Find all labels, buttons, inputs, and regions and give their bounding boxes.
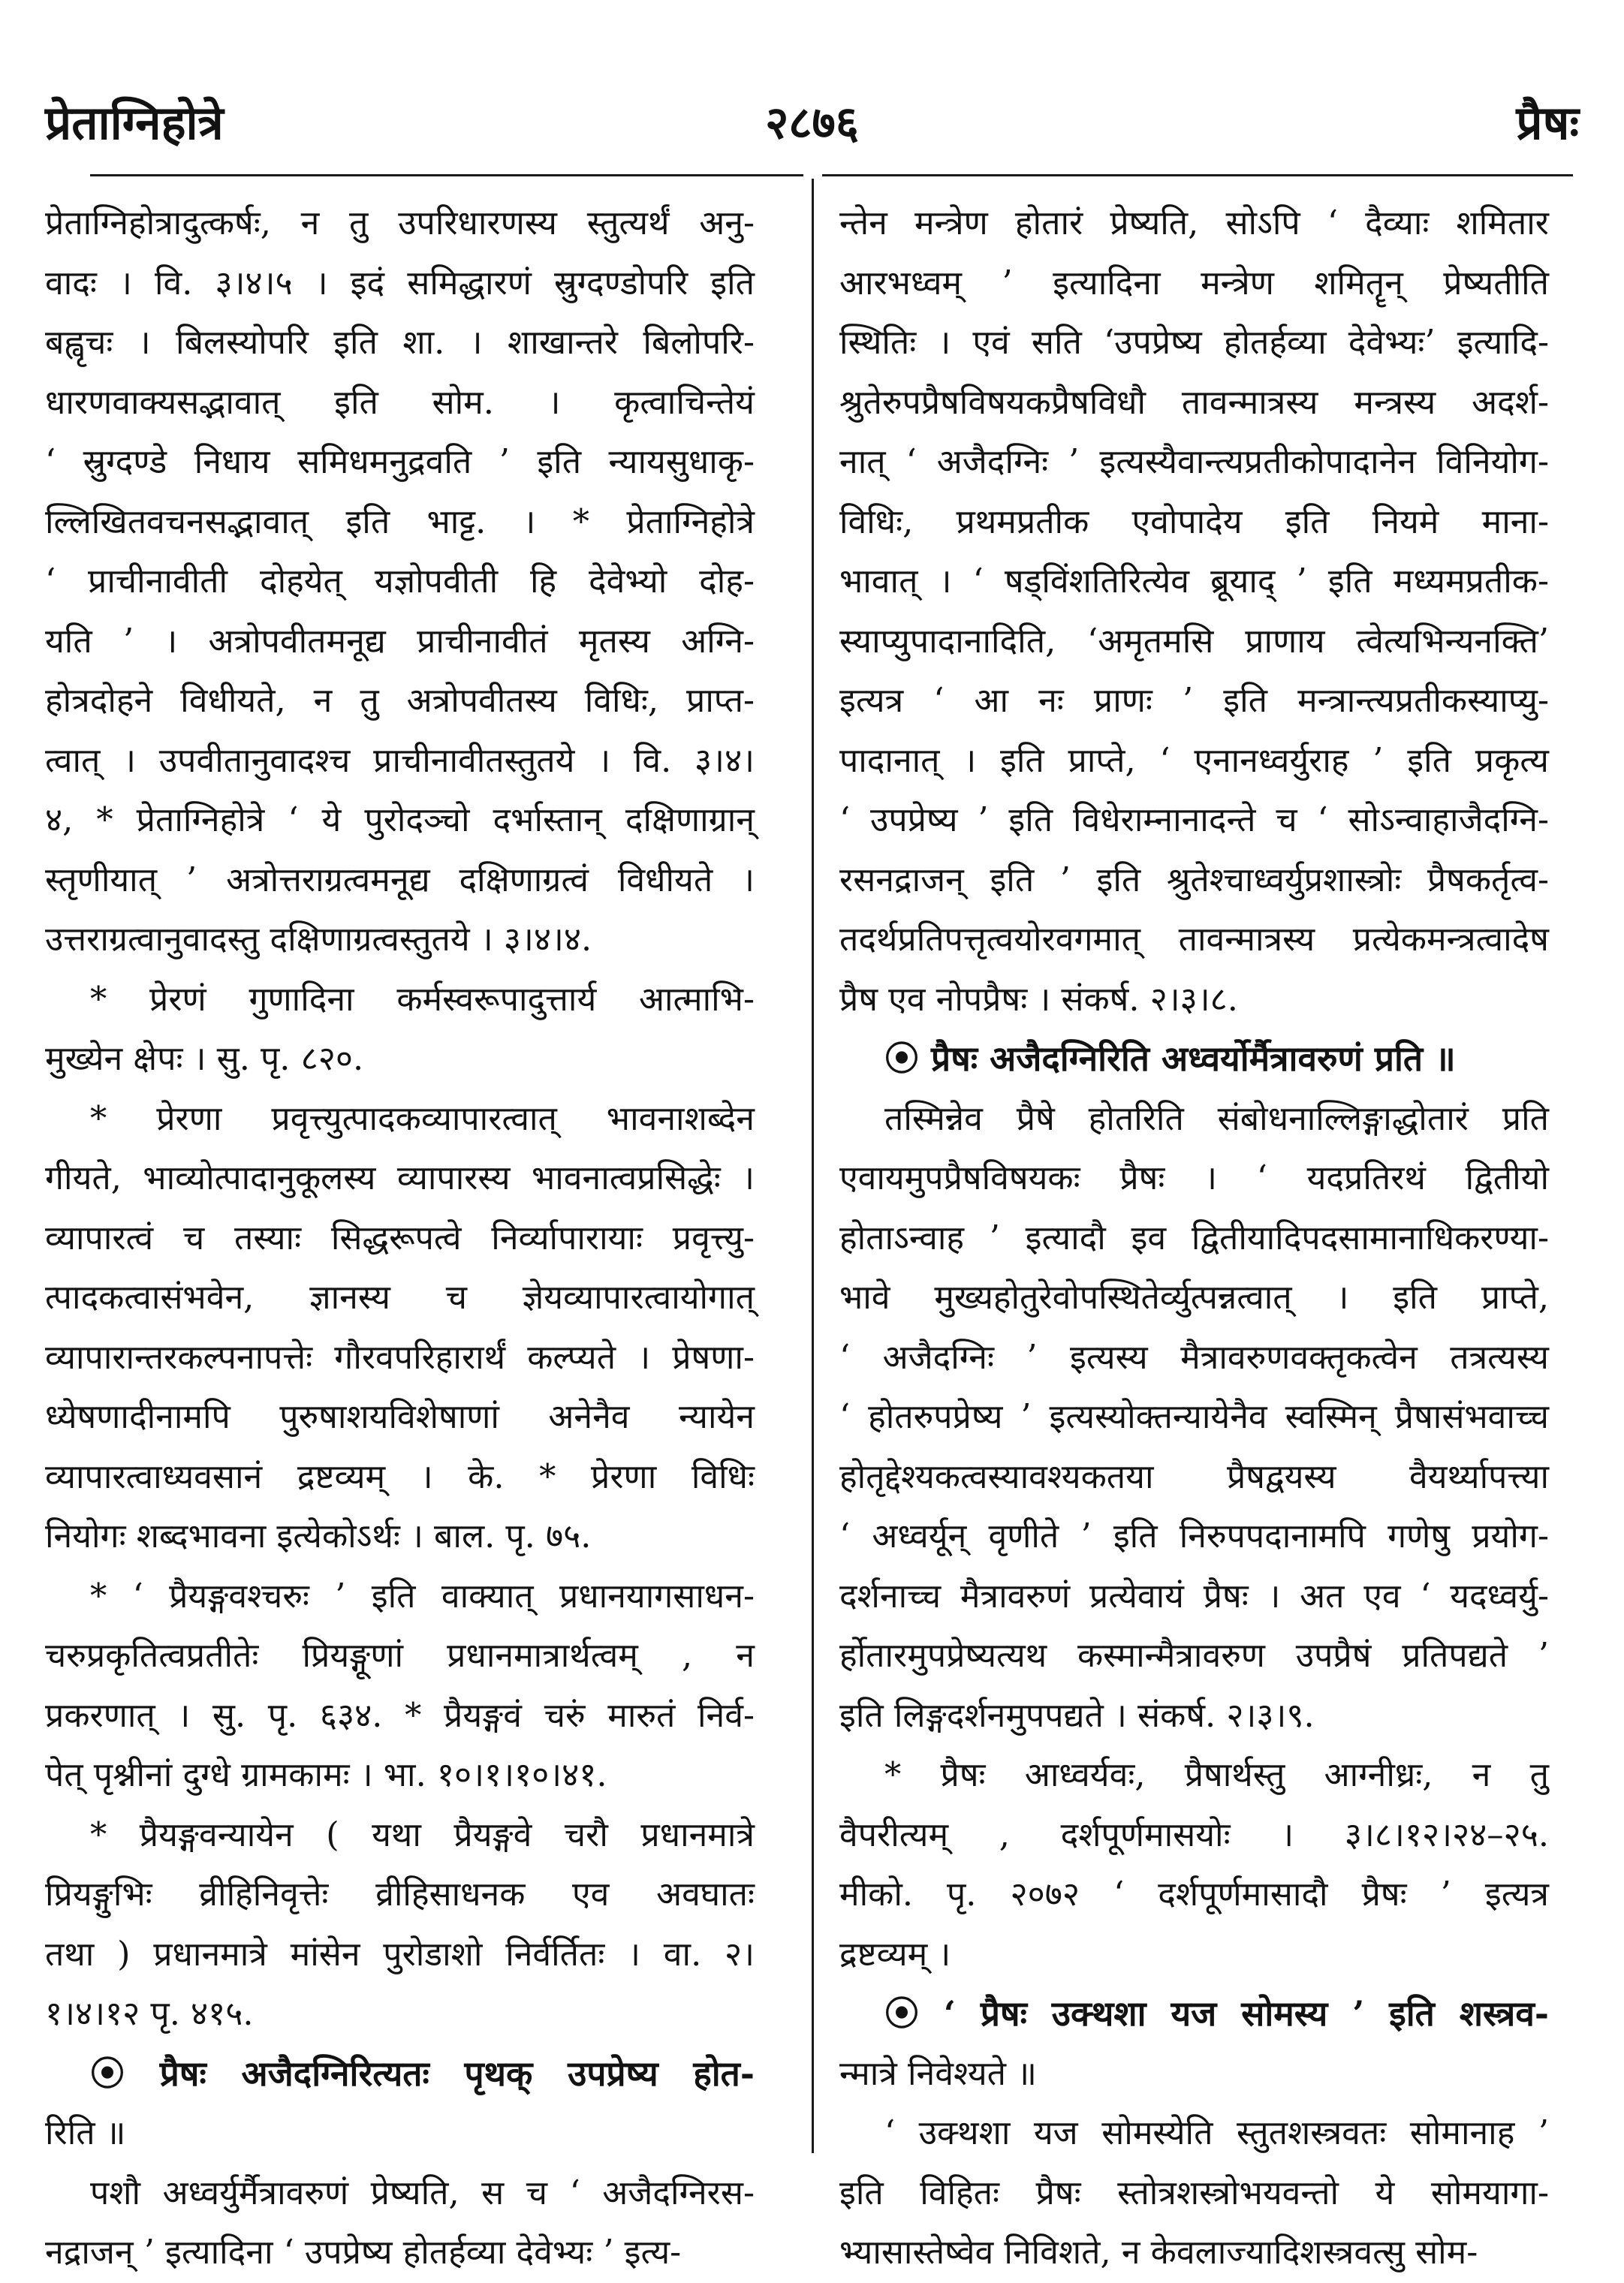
column-divider <box>812 179 814 2153</box>
text-line: स्थितिः । एवं सति ‘उपप्रेष्य होतर्हव्या देवेभ्यः’ इत्यादि- <box>839 324 1549 362</box>
text-line: धारणवाक्यसद्भावात् इति सोम. । कृत्वाचिन्तेयं <box>45 383 755 422</box>
text-line: प्रैष एव नोपप्रैषः । संकर्ष. २।३।८. <box>839 980 1238 1019</box>
text-line: यति ’ । अत्रोपवीतमनूद्य प्राचीनावीतं मृतस्य अग्नि- <box>45 622 755 661</box>
text-line: * प्रेरणं गुणादिना कर्मस्वरूपादुत्तार्य आत्माभि- <box>90 980 755 1019</box>
text-line: प्रियङ्गुभिः व्रीहिनिवृत्तेः व्रीहिसाधनक एव अवघातः <box>45 1875 755 1914</box>
text-line: तथा ) प्रधानमात्रे मांसेन पुरोडाशो निर्वर्तितः । वा. २। <box>45 1935 755 1974</box>
text-line: ‘ अध्वर्यून् वृणीते ’ इति निरुपपदानामपि गणेषु प्रयोग- <box>839 1517 1549 1556</box>
text-line: बह्वृचः । बिलस्योपरि इति शा. । शाखान्तरे बिलोपरि- <box>45 324 755 362</box>
text-line: पशौ अध्वर्युर्मैत्रावरुणं प्रेष्यति, स च ‘ अजैदग्निरस- <box>90 2173 755 2212</box>
text-line: ‘ अजैदग्निः ’ इत्यस्य मैत्रावरुणवक्तृकत्वेन तत्रत्यस्य <box>839 1338 1549 1377</box>
text-line: चरुप्रकृतित्वप्रतीतेः प्रियङ्गूणां प्रधानमात्रार्थत्वम् , न <box>45 1637 755 1675</box>
text-line: गीयते, भाव्योत्पादानुकूलस्य व्यापारस्य भावनात्वप्रसिद्धेः । <box>45 1159 755 1197</box>
text-line: ⦿ ‘ प्रैषः उक्थशा यज सोमस्य ’ इति शस्त्रव- <box>884 1993 1549 2034</box>
text-line: वैपरीत्यम् , दर्शपूर्णमासयोः । ३।८।१२।२४–२५. <box>839 1815 1549 1854</box>
text-line: व्यापारान्तरकल्पनापत्तेः गौरवपरिहारार्थं कल्प्यते । प्रेषणा- <box>45 1338 755 1377</box>
text-line: आरभध्वम् ’ इत्यादिना मन्त्रेण शमितॄन् प्रेष्यतीति <box>839 264 1549 303</box>
text-line: उत्तराग्रत्वानुवादस्तु दक्षिणाग्रत्वस्तुतये । ३।४।४. <box>45 920 592 959</box>
text-line: होताऽन्वाह ’ इत्यादौ इव द्वितीयादिपदसामानाधिकरण्या- <box>839 1218 1549 1257</box>
text-line: १।४।१२ पृ. ४१५. <box>45 1995 254 2033</box>
text-line: श्रुतेरुपप्रैषविषयकप्रैषविधौ तावन्मात्रस्य मन्त्रस्य अदर्श- <box>839 383 1549 422</box>
text-line: व्यापारत्वाध्यवसानं द्रष्टव्यम् । के. * प्रेरणा विधिः <box>45 1457 755 1496</box>
text-line: ‘ प्राचीनावीती दोहयेत् यज्ञोपवीती हि देवेभ्यो दोह- <box>45 562 755 601</box>
text-line: ‘ उक्थशा यज सोमस्येति स्तुतशस्त्रवतः सोमानाह ’ <box>884 2114 1549 2152</box>
text-line: दर्शनाच्च मैत्रावरुणं प्रत्येवायं प्रैषः । अत एव ‘ यदध्वर्यु- <box>839 1577 1549 1616</box>
text-line: त्वात् । उपवीतानुवादश्च प्राचीनावीतस्तुतये । वि. ३।४। <box>45 741 755 780</box>
page-header <box>45 90 1579 173</box>
text-line: इत्यत्र ‘ आ नः प्राणः ’ इति मन्त्रान्त्यप्रतीकस्याप्यु- <box>839 682 1549 720</box>
text-line: ‘ होतरुपप्रेष्य ’ इत्यस्योक्तन्यायेनैव स्वस्मिन् प्रैषासंभवाच्च <box>839 1398 1549 1436</box>
text-line: भ्यासास्तेष्वेव निविशते, न केवलाज्यादिशस्त्रवत्सु सोम- <box>839 2233 1478 2272</box>
text-line: * प्रेरणा प्रवृत्त्युत्पादकव्यापारत्वात् भावनाशब्देन <box>90 1099 755 1138</box>
text-line: विधिः, प्रथमप्रतीक एवोपादेय इति नियमे माना- <box>839 502 1549 541</box>
text-line: ल्लिखितवचनसद्भावात् इति भाट्ट. । * प्रेताग्निहोत्रे <box>45 502 755 541</box>
text-line: न्तेन मन्त्रेण होतारं प्रेष्यति, सोऽपि ‘ दैव्याः शमितार <box>839 204 1549 242</box>
text-line: रसनद्राजन् इति ’ इति श्रुतेश्चाध्वर्युप्रशास्त्रोः प्रैषकर्तृत्व- <box>839 860 1549 899</box>
text-line: इति विहितः प्रैषः स्तोत्रशस्त्रोभयवन्तो ये सोमयागा- <box>839 2173 1549 2212</box>
text-line: एवायमुपप्रैषविषयकः प्रैषः । ‘ यदप्रतिरथं द्वितीयो <box>839 1159 1549 1197</box>
text-line: ‘ स्रुग्दण्डे निधाय समिधमनुद्रवति ’ इति न्यायसुधाकृ- <box>45 443 755 481</box>
text-line: होतृद्देश्यकत्वस्यावश्यकतया प्रैषद्वयस्य वैयर्थ्यापत्त्या <box>839 1457 1549 1496</box>
text-line: रिति ॥ <box>45 2114 126 2152</box>
text-line: त्पादकत्वासंभवेन, ज्ञानस्य च ज्ञेयव्यापारत्वायोगात् <box>45 1279 755 1317</box>
running-head-right: प्रैषः <box>1516 95 1579 150</box>
page-number: २८७६ <box>765 97 859 149</box>
text-line: नात् ‘ अजैदग्निः ’ इत्यस्यैवान्त्यप्रतीकोपादानेन विनियोग- <box>839 443 1549 481</box>
text-line: प्रकरणात् । सु. पृ. ६३४. * प्रैयङ्गवं चरुं मारुतं निर्व- <box>45 1696 755 1735</box>
text-line: तस्मिन्नेव प्रैषे होतरिति संबोधनाल्लिङ्गाद्धोतारं प्रति <box>884 1099 1549 1138</box>
text-line: स्याप्युपादानादिति, ‘अमृतमसि प्राणाय त्वेत्यभिन्यनक्ति’ <box>839 622 1549 661</box>
text-line: मुख्येन क्षेपः । सु. पृ. ८२०. <box>45 1040 364 1078</box>
text-line: द्रष्टव्यम् । <box>839 1935 951 1974</box>
text-line: ध्येषणादीनामपि पुरुषाशयविशेषाणां अनेनैव न्यायेन <box>45 1398 755 1436</box>
text-line: तदर्थप्रतिपत्तृत्वयोरवगमात् तावन्मात्रस्य प्रत्येकमन्त्रत्वादेष <box>839 920 1549 959</box>
text-line: व्यापारत्वं च तस्याः सिद्धरूपत्वे निर्व्यापारायाः प्रवृत्त्यु- <box>45 1218 755 1257</box>
text-line: प्रेताग्निहोत्रादुत्कर्षः, न तु उपरिधारणस्य स्तुत्यर्थं अनु- <box>45 204 755 242</box>
text-line: होत्रदोहने विधीयते, न तु अत्रोपवीतस्य विधिः, प्राप्त- <box>45 682 755 720</box>
running-head-left: प्रेताग्निहोत्रे <box>45 95 224 150</box>
text-line: स्तृणीयात् ’ अत्रोत्तराग्रत्वमनूद्य दक्षिणाग्रत्वं विधीयते । <box>45 860 755 899</box>
text-line: * ‘ प्रैयङ्गवश्चरुः ’ इति वाक्यात् प्रधानयागसाधन- <box>90 1577 755 1616</box>
text-line: वादः । वि. ३।४।५ । इदं समिद्धारणं स्रुग्दण्डोपरि इति <box>45 264 755 303</box>
text-line: नियोगः शब्दभावना इत्येकोऽर्थः । बाल. पृ. ७५. <box>45 1517 592 1556</box>
text-line: न्मात्रे निवेश्यते ॥ <box>839 2054 1037 2093</box>
text-line: ‘ उपप्रेष्य ’ इति विधेराम्नानादन्ते च ‘ सोऽन्वाहाजैदग्नि- <box>839 801 1549 839</box>
right-column <box>839 194 1549 2272</box>
left-column <box>45 194 755 2272</box>
text-line: * प्रैषः आध्वर्यवः, प्रैषार्थस्तु आग्नीध्रः, न तु <box>884 1756 1549 1794</box>
header-rule-right <box>822 174 1573 176</box>
text-line: पेत् पृश्नीनां दुग्धे ग्रामकामः । भा. १०।१।१०।४१. <box>45 1756 607 1794</box>
text-line: मीको. पृ. २०७२ ‘ दर्शपूर्णमासादौ प्रैषः ’ इत्यत्र <box>839 1875 1549 1914</box>
text-line: ⦿ प्रैषः अजैदग्निरित्यतः पृथक् उपप्रेष्य होत- <box>90 2053 755 2094</box>
text-line: भावात् । ‘ षड्विंशतिरित्येव ब्रूयाद् ’ इति मध्यमप्रतीक- <box>839 562 1549 601</box>
text-line: ⦿ प्रैषः अजैदग्निरिति अध्वर्योर्मैत्रावरुणं प्रति ॥ <box>884 1038 1456 1079</box>
text-line: भावे मुख्यहोतुरेवोपस्थितेर्व्युत्पन्नत्वात् । इति प्राप्ते, <box>839 1279 1549 1317</box>
text-line: इति लिङ्गदर्शनमुपपद्यते । संकर्ष. २।३।९. <box>839 1696 1315 1735</box>
text-line: नद्राजन् ’ इत्यादिना ‘ उपप्रेष्य होतर्हव्या देवेभ्यः ’ इत्य- <box>45 2233 682 2272</box>
header-rule-left <box>90 174 803 176</box>
text-line: पादानात् । इति प्राप्ते, ‘ एनानध्वर्युराह ’ इति प्रकृत्य <box>839 741 1549 780</box>
text-line: * प्रैयङ्गवन्यायेन ( यथा प्रैयङ्गवे चरौ प्रधानमात्रे <box>90 1815 755 1854</box>
text-line: र्होतारमुपप्रेष्यत्यथ कस्मान्मैत्रावरुण उपप्रैषं प्रतिपद्यते ’ <box>839 1637 1549 1675</box>
text-line: ४, * प्रेताग्निहोत्रे ‘ ये पुरोदञ्चो दर्भास्तान् दक्षिणाग्रान् <box>45 801 755 839</box>
